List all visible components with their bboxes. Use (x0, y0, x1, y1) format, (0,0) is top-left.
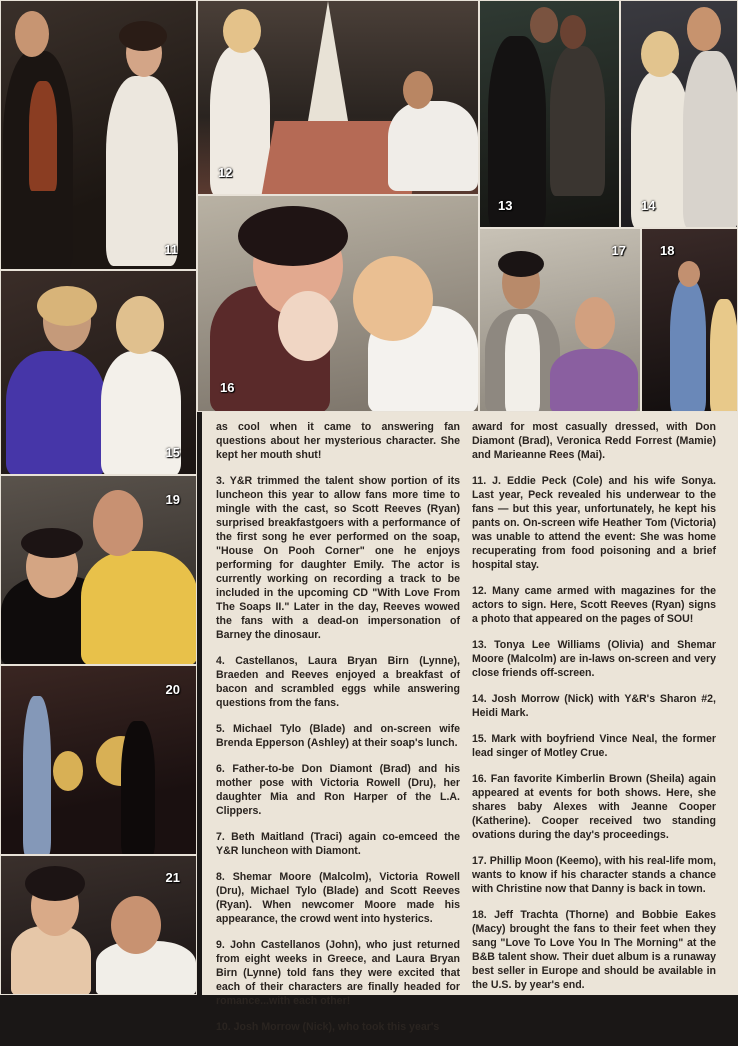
caption-paragraph: 3. Y&R trimmed the talent show portion of its luncheon this year to allow fans more time to mingle with the cast, so Scott Reeves (Ryan) surprised breakfastgoers with a performance of the first song he ever performed on the soap, "House On Pooh Corner" one he enjoys performing for daughter Emily. The actor is currently working on recording a track to be included in the upcoming CD "With Love From The Soaps II." Later in the day, Reeves wowed the fans with a dead-on impersonation of Barney the dinosaur. (216, 475, 460, 641)
caption-paragraph: 18. Jeff Trachta (Thorne) and Bobbie Eakes (Macy) brought the fans to their feet when they sang "Love To Love You In The Morning" at the B&B talent show. Their duet album is a runaway best seller in Europe and should be available in the U.S. by year's end. (472, 909, 716, 991)
person-figure (550, 349, 638, 412)
caption-text-panel (202, 412, 738, 1033)
caption-paragraph: 9. John Castellanos (John), who just returned from eight weeks in Greece, and Laura Bryan Birn (Lynne) told fans they were excited that each of their characters are finally headed for romance...with each other! (216, 939, 460, 1007)
photo-17 (479, 228, 641, 412)
hair (498, 251, 544, 277)
person-figure (81, 551, 197, 665)
person-head (111, 896, 161, 954)
person-head (15, 11, 49, 57)
person-figure (29, 81, 57, 191)
person-head (223, 9, 261, 53)
person-head (403, 71, 433, 109)
photo-number: 14 (641, 198, 656, 213)
caption-paragraph: 11. J. Eddie Peck (Cole) and his wife Sonya. Last year, Peck revealed his underwear to the fans — but this year, unfortunately, he kept his pants on. On-screen wife Heather Tom (Victoria) was unable to attend the event: She was home recuperating from food poisoning and a brief hospital stay. (472, 475, 716, 571)
person-figure (710, 299, 738, 412)
photo-16 (197, 195, 479, 412)
caption-paragraph: 6. Father-to-be Don Diamont (Brad) and his mother pose with Victoria Rowell (Dru), her daughter Mia and Ron Harper of the L.A. Clippers. (216, 763, 460, 817)
hair (119, 21, 167, 51)
photo-13 (479, 0, 620, 228)
photo-number: 19 (165, 492, 180, 507)
caption-paragraph: as cool when it came to answering fan questions about her mysterious character. She kept her mouth shut! (216, 421, 460, 461)
person-head (678, 261, 700, 287)
caption-paragraph: 17. Phillip Moon (Keemo), with his real-life mom, wants to know if his character stands a chance with Christine now that Danny is back in town. (472, 855, 716, 895)
person-figure (550, 46, 605, 196)
photo-19 (0, 475, 197, 665)
caption-paragraph: 14. Josh Morrow (Nick) with Y&R's Sharon #2, Heidi Mark. (472, 693, 716, 719)
person-figure (488, 36, 546, 228)
photo-number: 16 (220, 380, 235, 395)
photo-number: 13 (498, 198, 513, 213)
photo-number: 21 (165, 870, 180, 885)
person-figure (11, 926, 91, 995)
caption-column-right (472, 420, 716, 1004)
photo-18 (641, 228, 738, 412)
caption-paragraph: 7. Beth Maitland (Traci) again co-emceed the Y&R luncheon with Diamont. (216, 831, 460, 857)
hair (25, 866, 85, 901)
caption-paragraph: 8. Shemar Moore (Malcolm), Victoria Rowell (Dru), Michael Tylo (Blade) and Scott Reeves (Ryan). When newcomer Moore made his appearance, the crowd went into hysterics. (216, 871, 460, 925)
caption-paragraph: 5. Michael Tylo (Blade) and on-screen wife Brenda Epperson (Ashley) at their soap's lunch. (216, 723, 460, 749)
photo-number: 12 (218, 165, 233, 180)
photo-15 (0, 270, 197, 475)
person-head (353, 256, 433, 341)
caption-paragraph: 12. Many came armed with magazines for the actors to sign. Here, Scott Reeves (Ryan) signs a photo that appeared on the pages of SOU! (472, 585, 716, 625)
person-figure (683, 51, 738, 228)
photo-number: 17 (611, 243, 626, 258)
person-figure (670, 279, 706, 412)
photo-21 (0, 855, 197, 995)
baby (278, 291, 338, 361)
person-head (93, 490, 143, 556)
caption-paragraph: 16. Fan favorite Kimberlin Brown (Sheila) again appeared at events for both shows. Here, she shares baby Alexes with Jeanne Cooper (Katherine). Cooper received two standing ovations during the day's proceedings. (472, 773, 716, 841)
photo-number: 11 (164, 242, 178, 257)
person-figure (23, 696, 51, 855)
caption-column-left (216, 420, 460, 1046)
photo-number: 20 (165, 682, 180, 697)
person-head (560, 15, 586, 49)
photo-11 (0, 0, 197, 270)
person-figure (631, 71, 691, 228)
person-head (575, 297, 615, 349)
hair (21, 528, 83, 558)
photo-number: 18 (660, 243, 675, 258)
photo-20 (0, 665, 197, 855)
person-figure (121, 721, 155, 855)
caption-paragraph: 13. Tonya Lee Williams (Olivia) and Shemar Moore (Malcolm) are in-laws on-screen and very close friends off-screen. (472, 639, 716, 679)
caption-paragraph: 4. Castellanos, Laura Bryan Birn (Lynne), Braeden and Reeves enjoyed a breakfast of bacon and scrambled eggs while answering questions from the fans. (216, 655, 460, 709)
caption-paragraph: award for most casually dressed, with Don Diamont (Brad), Veronica Redd Forrest (Mamie) and Marieanne Rees (Mai). (472, 421, 716, 461)
person-head (687, 7, 721, 51)
person-figure (106, 76, 178, 266)
person-figure (6, 351, 106, 475)
photo-14 (620, 0, 738, 228)
caption-paragraph: 10. Josh Morrow (Nick), who took this year's (216, 1021, 440, 1033)
sign-stand (308, 1, 348, 121)
photo-number: 15 (165, 445, 180, 460)
person-figure (388, 101, 478, 191)
person-head (53, 751, 83, 791)
caption-paragraph: 15. Mark with boyfriend Vince Neal, the former lead singer of Motley Crue. (472, 733, 716, 759)
person-head (530, 7, 558, 43)
person-head (641, 31, 679, 77)
person-head (116, 296, 164, 354)
person-figure (505, 314, 540, 412)
photo-12 (197, 0, 479, 195)
hair (37, 286, 97, 326)
hair (238, 206, 348, 266)
